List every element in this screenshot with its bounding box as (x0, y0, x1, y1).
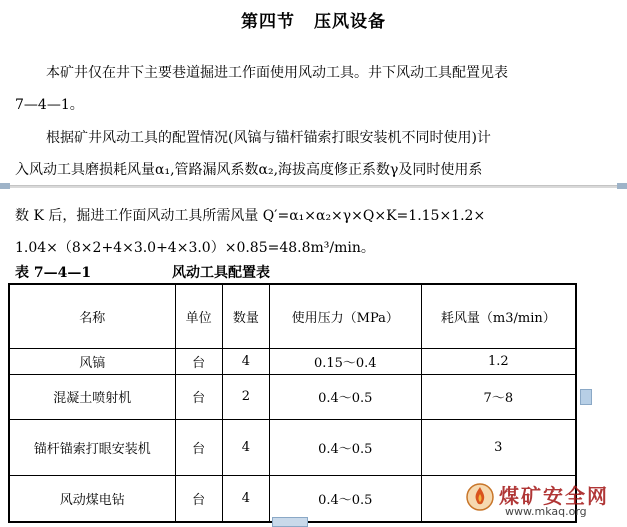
cell-unit: 台 (175, 475, 222, 522)
paragraph2-line2: 入风动工具磨损耗风量α₁,管路漏风系数α₂,海拔高度修正系数γ及同时使用系 (15, 162, 483, 178)
cell-quantity: 2 (222, 374, 269, 419)
watermark-url: www.mkaq.org (505, 505, 587, 518)
page-break-bar (0, 185, 627, 188)
table-caption-number: 表 7—4—1 (15, 265, 92, 281)
header-air-consumption: 耗风量（m3/min） (421, 284, 576, 348)
cell-unit: 台 (175, 348, 222, 374)
cell-pressure: 0.4～0.5 (269, 419, 421, 475)
cell-name: 锚杆锚索打眼安装机 (9, 419, 175, 475)
table-caption-title: 风动工具配置表 (172, 265, 270, 281)
table-row (9, 348, 576, 374)
paragraph2-line4: 1.04×（8×2+4×3.0+4×3.0）×0.85=48.8m³/min。 (15, 240, 375, 256)
header-unit: 单位 (175, 284, 222, 348)
cell-pressure: 0.15～0.4 (269, 348, 421, 374)
table-row (9, 374, 576, 419)
cell-air: 1.2 (421, 348, 576, 374)
table-row (9, 419, 576, 475)
cell-unit: 台 (175, 419, 222, 475)
paragraph1-line1: 本矿井仅在井下主要巷道掘进工作面使用风动工具。井下风动工具配置见表 (46, 65, 508, 81)
cell-unit: 台 (175, 374, 222, 419)
cell-quantity: 4 (222, 348, 269, 374)
header-pressure: 使用压力（MPa） (269, 284, 421, 348)
paragraph2-line1: 根据矿井风动工具的配置情况(风镐与锚杆锚索打眼安装机不同时使用)计 (46, 130, 491, 146)
cell-air: 3 (421, 419, 576, 475)
watermark-text: 煤矿安全网 (499, 484, 609, 508)
cell-pressure: 0.4～0.5 (269, 374, 421, 419)
cell-name: 风镐 (9, 348, 175, 374)
table-resize-right-handle[interactable] (580, 389, 592, 405)
page-break-separator (0, 183, 627, 191)
cell-quantity: 4 (222, 419, 269, 475)
page-break-right-marker[interactable] (617, 183, 627, 189)
paragraph2-line3: 数 K 后，掘进工作面风动工具所需风量 Q′=α₁×α₂×γ×Q×K=1.15×1.2× (15, 208, 486, 224)
cell-air: 7～8 (421, 374, 576, 419)
cell-name: 混凝土喷射机 (9, 374, 175, 419)
header-quantity: 数量 (222, 284, 269, 348)
paragraph1-line2: 7—4—1。 (15, 97, 84, 113)
header-name: 名称 (9, 284, 175, 348)
flame-logo-icon (465, 482, 495, 512)
cell-quantity: 4 (222, 475, 269, 522)
cell-pressure: 0.4～0.5 (269, 475, 421, 522)
cell-name: 风动煤电钻 (9, 475, 175, 522)
section-heading: 第四节 压风设备 (241, 12, 386, 32)
page-break-left-marker[interactable] (0, 183, 10, 189)
table-header-row (9, 284, 576, 348)
site-watermark (465, 478, 625, 523)
table-resize-bottom-handle[interactable] (272, 517, 308, 527)
